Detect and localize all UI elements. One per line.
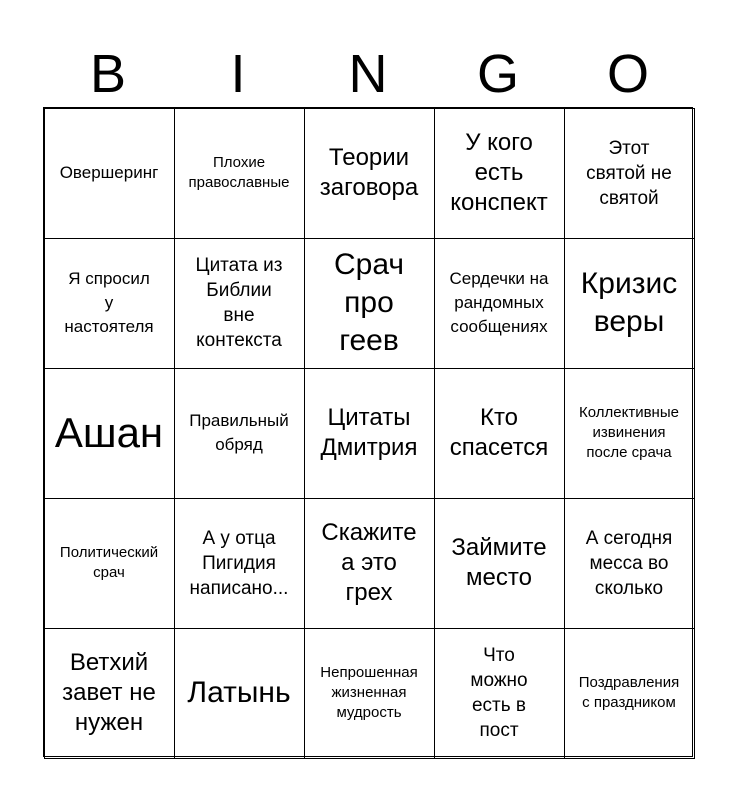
- bingo-cell-r1-c2[interactable]: [174, 108, 305, 239]
- bingo-cell-r5-c5[interactable]: [564, 628, 695, 759]
- bingo-cell-r4-c1[interactable]: [44, 498, 175, 629]
- cell-text: Цитаты Дмитрия: [320, 404, 418, 461]
- bingo-header: [43, 40, 693, 108]
- bingo-cell-r4-c2[interactable]: [174, 498, 305, 629]
- bingo-cell-r5-c2[interactable]: [174, 628, 305, 759]
- cell-text: Кризис веры: [580, 267, 678, 338]
- bingo-cell-r2-c2[interactable]: [174, 238, 305, 369]
- bingo-cell-r4-c4[interactable]: [434, 498, 565, 629]
- bingo-cell-r3-c5[interactable]: [564, 368, 695, 499]
- cell-text: Теории заговора: [319, 144, 419, 201]
- bingo-cell-r1-c4[interactable]: [434, 108, 565, 239]
- cell-text: А у отца Пигидия написано...: [189, 527, 289, 599]
- bingo-cell-r2-c1[interactable]: [44, 238, 175, 369]
- cell-text: Займите место: [451, 534, 547, 591]
- bingo-cell-r1-c1[interactable]: [44, 108, 175, 239]
- header-letter-n: N: [348, 44, 388, 104]
- cell-text: Цитата из Библии вне контекста: [195, 255, 283, 351]
- bingo-cell-r5-c3[interactable]: [304, 628, 435, 759]
- cell-text: Ашан: [54, 409, 164, 456]
- bingo-cell-r5-c1[interactable]: [44, 628, 175, 759]
- bingo-grid: [43, 107, 693, 757]
- bingo-cell-r1-c3[interactable]: [304, 108, 435, 239]
- bingo-cell-r4-c3[interactable]: [304, 498, 435, 629]
- cell-text: Коллективные извинения после срача: [579, 404, 679, 461]
- cell-text: Поздравления с праздником: [578, 674, 680, 711]
- bingo-cell-r3-c4[interactable]: [434, 368, 565, 499]
- header-letter-b: B: [89, 44, 127, 104]
- bingo-cell-r2-c4[interactable]: [434, 238, 565, 369]
- bingo-cell-r2-c5[interactable]: [564, 238, 695, 369]
- header-letter-g: G: [476, 44, 519, 104]
- cell-text: Кто спасется: [449, 404, 549, 461]
- cell-text: Политический срач: [59, 544, 159, 581]
- bingo-cell-r3-c1[interactable]: [44, 368, 175, 499]
- bingo-cell-r4-c5[interactable]: [564, 498, 695, 629]
- cell-text: Срач про геев: [333, 248, 404, 357]
- header-letter-i: I: [230, 44, 246, 104]
- cell-text: Этот святой не святой: [586, 137, 672, 209]
- cell-text: А сегодня месса во сколько: [585, 527, 673, 599]
- cell-text: Скажите а это грех: [321, 519, 417, 606]
- cell-text: У кого есть конспект: [450, 129, 548, 216]
- cell-text: Я спросил у настоятеля: [64, 269, 154, 336]
- header-letter-o: O: [606, 44, 649, 104]
- cell-text: Непрошенная жизненная мудрость: [320, 664, 418, 721]
- cell-text: Ветхий завет не нужен: [62, 649, 156, 736]
- bingo-cell-r1-c5[interactable]: [564, 108, 695, 239]
- cell-text: Овершеринг: [59, 163, 159, 182]
- bingo-cell-r2-c3[interactable]: [304, 238, 435, 369]
- bingo-cell-r3-c2[interactable]: [174, 368, 305, 499]
- cell-text: Правильный обряд: [189, 411, 289, 454]
- cell-text: Латынь: [187, 676, 291, 709]
- cell-text: Сердечки на рандомных сообщениях: [449, 269, 549, 336]
- cell-text: Что можно есть в пост: [470, 645, 528, 741]
- bingo-cell-r3-c3[interactable]: [304, 368, 435, 499]
- cell-text: Плохие православные: [188, 154, 290, 191]
- bingo-cell-r5-c4[interactable]: [434, 628, 565, 759]
